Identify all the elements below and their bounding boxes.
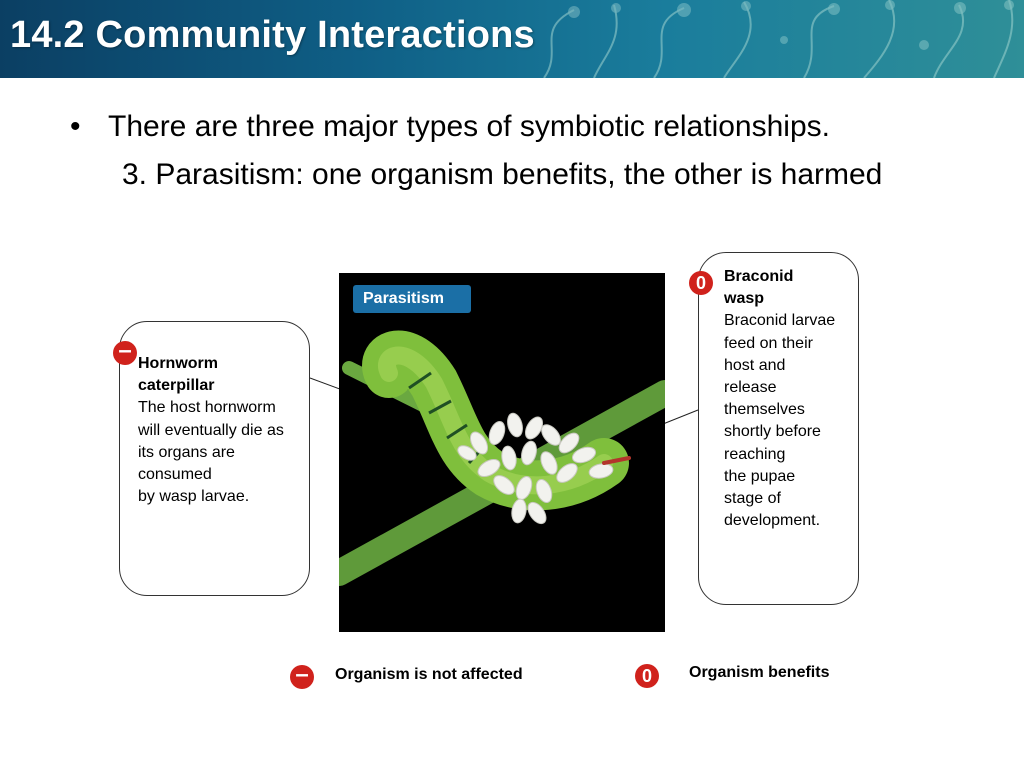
- legend-not-affected-text: Organism is not affected: [335, 666, 523, 683]
- hornworm-description: [138, 353, 284, 508]
- hornworm-body-line-1: The host hornworm: [138, 399, 276, 417]
- hornworm-body-line-2: will eventually die as: [138, 421, 284, 439]
- wasp-body-line-6: shortly before: [724, 423, 821, 441]
- hornworm-body-line-4: consumed: [138, 466, 212, 484]
- legend-minus-badge: –: [290, 665, 314, 689]
- bullet-point: [70, 110, 830, 144]
- hornworm-name-line-1: Hornworm: [138, 355, 218, 372]
- coral-background-image: [504, 0, 1024, 78]
- hornworm-body-line-5: by wasp larvae.: [138, 488, 250, 506]
- hornworm-name-line-2: caterpillar: [138, 377, 215, 395]
- hornworm-body-line-3: its organs are: [138, 443, 235, 461]
- legend-zero-badge: 0: [635, 664, 659, 688]
- wasp-body-line-9: stage of: [724, 490, 781, 508]
- wasp-body-line-8: the pupae: [724, 467, 796, 485]
- slide-header: [0, 0, 1024, 78]
- wasp-name-line-1: Braconid: [724, 268, 794, 285]
- caterpillar-illustration: [339, 273, 665, 632]
- wasp-name-line-2: wasp: [724, 290, 765, 308]
- parasitism-photo: [339, 273, 665, 632]
- wasp-body-line-1: Braconid larvae: [724, 312, 836, 330]
- braconid-wasp-description: [724, 266, 835, 532]
- wasp-body-line-3: host and: [724, 356, 786, 374]
- wasp-body-line-4: release: [724, 379, 777, 397]
- benefits-badge: 0: [689, 271, 713, 295]
- wasp-body-line-5: themselves: [724, 401, 805, 419]
- bullet-symbol: •: [70, 110, 81, 143]
- parasitism-label: Parasitism: [353, 285, 471, 313]
- slide-title: 14.2 Community Interactions: [10, 14, 535, 56]
- legend-benefits-text: Organism benefits: [689, 664, 830, 681]
- sub-item-text: 3. Parasitism: one organism benefits, the other is harmed: [122, 158, 883, 191]
- wasp-body-line-10: development.: [724, 512, 821, 530]
- wasp-body-line-2: feed on their: [724, 334, 813, 352]
- wasp-body-line-7: reaching: [724, 445, 786, 463]
- bullet-text: There are three major types of symbiotic relationships.: [108, 110, 830, 143]
- harmed-badge: –: [113, 341, 137, 365]
